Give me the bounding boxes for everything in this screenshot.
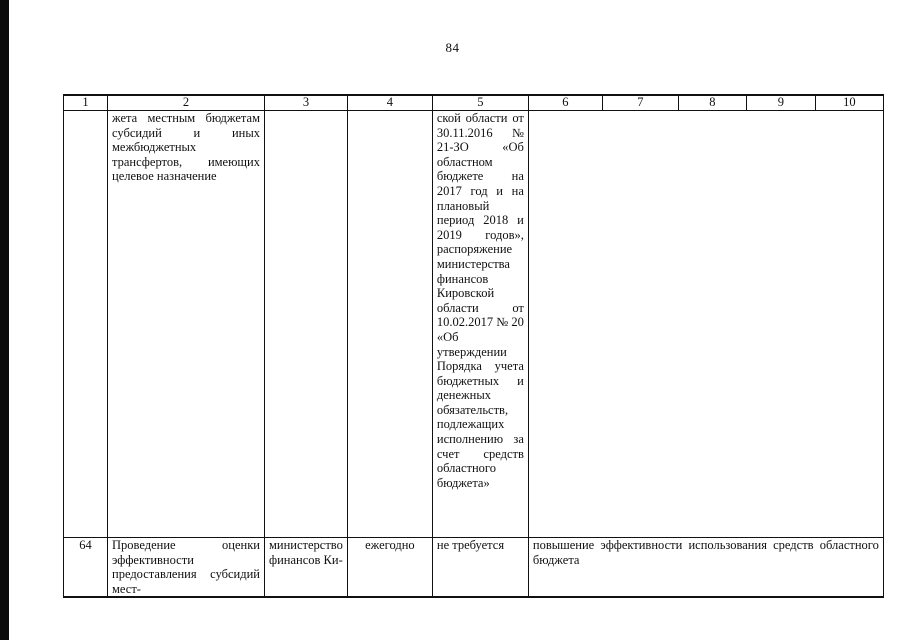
cell-period [347, 111, 432, 538]
column-number-5: 5 [432, 95, 528, 111]
plan-table [63, 94, 884, 598]
cell-activity: Проведение оценки эффективности предоставления субсидий мест- [108, 538, 265, 598]
page-number: 84 [445, 40, 460, 55]
cell-result-merged [528, 111, 883, 538]
column-number-1: 1 [64, 95, 108, 111]
column-number-6: 6 [528, 95, 602, 111]
cell-activity: жета местным бюджетам субсидий и иных межбюджетных трансфертов, имеющих целевое назначение [108, 111, 265, 538]
column-number-9: 9 [746, 95, 815, 111]
cell-period: ежегодно [347, 538, 432, 598]
scan-binding-edge [0, 0, 9, 640]
cell-executor [265, 111, 348, 538]
column-number-2: 2 [108, 95, 265, 111]
cell-number: 64 [64, 538, 108, 598]
column-number-row [64, 95, 884, 111]
column-number-4: 4 [347, 95, 432, 111]
cell-executor: министерство финансов Ки- [265, 538, 348, 598]
column-number-7: 7 [602, 95, 678, 111]
cell-normative-act: не требуется [432, 538, 528, 598]
cell-number [64, 111, 108, 538]
column-number-8: 8 [678, 95, 746, 111]
column-number-3: 3 [265, 95, 348, 111]
cell-normative-act: ской области от 30.11.2016 № 21-ЗО «Об областном бюджете на 2017 год и на плановый период 2018 и 2019 годов», распоряжение министерства финансов Кировской области от 10.02.2017 № 20 «Об утверждении Порядка учета бюджетных и денежных обязательств, подлежащих исполнению за счет средств областного бюджета» [432, 111, 528, 538]
table-row-continuation [64, 111, 884, 538]
cell-result-merged: повышение эффективности использования средств областного бюджета [528, 538, 883, 598]
column-number-10: 10 [815, 95, 883, 111]
table-row-64 [64, 538, 884, 598]
